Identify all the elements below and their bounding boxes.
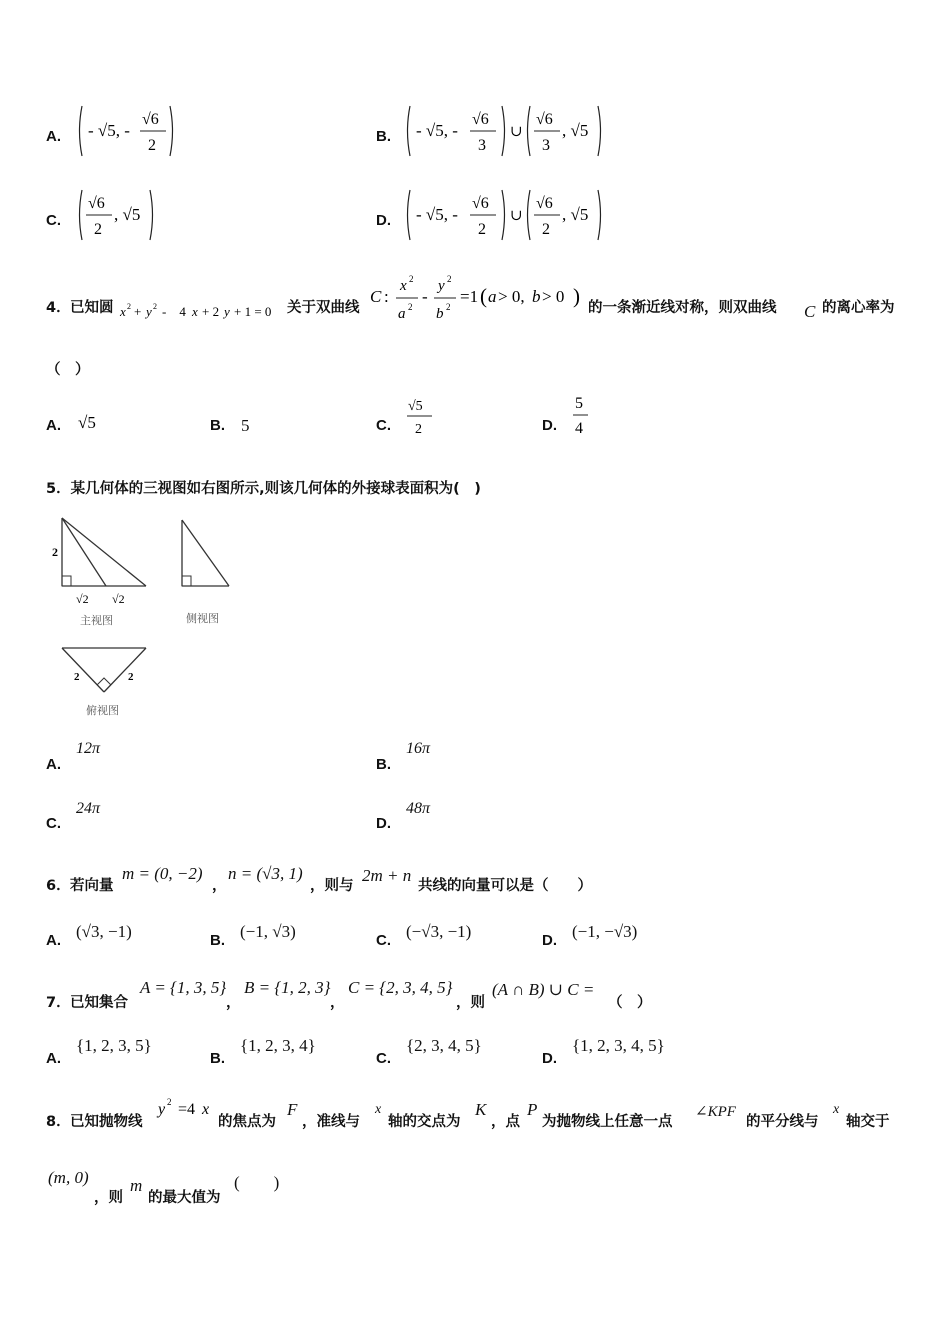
svg-text:y: y bbox=[146, 304, 152, 319]
q8-text-4: 轴的交点为 bbox=[388, 1114, 461, 1130]
svg-text:- √5, -: - √5, - bbox=[416, 205, 458, 224]
q7-set-b: B = {1, 2, 3} bbox=[244, 978, 331, 997]
top-left-edge-label: 2 bbox=[74, 671, 80, 683]
svg-text:x: x bbox=[400, 278, 407, 294]
q8-text-9: ，则 bbox=[94, 1190, 123, 1206]
q4-var-c: C bbox=[804, 302, 816, 321]
q7-option-b-label: B. bbox=[210, 1050, 225, 1067]
q8-text-1: 已知抛物线 bbox=[70, 1114, 143, 1130]
q7-option-d-expr: {1, 2, 3, 4, 5} bbox=[572, 1036, 665, 1055]
q8-number: 8． bbox=[46, 1114, 71, 1130]
q8-text-5: ，点 bbox=[491, 1114, 520, 1130]
svg-text:2: 2 bbox=[447, 274, 452, 284]
q5-option-c-label: C. bbox=[46, 815, 61, 832]
q4-option-b-expr: 5 bbox=[241, 416, 250, 435]
q6-vector-n: n = (√3, 1) bbox=[228, 864, 303, 883]
q7-set-c: C = {2, 3, 4, 5} bbox=[348, 978, 453, 997]
svg-text:y: y bbox=[224, 304, 230, 319]
svg-text:- √5, -: - √5, - bbox=[88, 121, 130, 140]
q8-point-k: K bbox=[475, 1100, 487, 1119]
svg-text:- 4: - 4 bbox=[162, 304, 186, 319]
svg-text:2: 2 bbox=[415, 422, 422, 437]
svg-text:√5: √5 bbox=[78, 413, 96, 432]
q7-text-1: 已知集合 bbox=[70, 995, 128, 1011]
q5-option-d-label: D. bbox=[376, 815, 391, 832]
q6-option-c-label: C. bbox=[376, 932, 391, 949]
top-view-caption: 俯视图 bbox=[86, 704, 119, 717]
top-right-edge-label: 2 bbox=[128, 671, 134, 683]
q5-option-b-expr: 16π bbox=[406, 740, 431, 757]
top-view bbox=[62, 648, 146, 692]
q6-option-d-expr: (−1, −√3) bbox=[572, 922, 638, 941]
svg-text:2: 2 bbox=[127, 302, 131, 311]
svg-text:2: 2 bbox=[542, 221, 550, 238]
q4-option-a-expr bbox=[76, 408, 106, 434]
q6-option-a-expr: (√3, −1) bbox=[76, 922, 132, 941]
q7-option-c-expr: {2, 3, 4, 5} bbox=[406, 1036, 482, 1055]
svg-text:, √5: , √5 bbox=[562, 121, 589, 140]
svg-text:, √5: , √5 bbox=[562, 205, 589, 224]
svg-text:2: 2 bbox=[148, 137, 156, 154]
svg-text:> 0: > 0 bbox=[542, 287, 565, 306]
q8-point-p: P bbox=[527, 1100, 538, 1119]
svg-text:C: C bbox=[370, 287, 382, 306]
q8-text-7: 的平分线与 bbox=[746, 1114, 819, 1130]
q4-option-d-label: D. bbox=[542, 417, 557, 434]
q4-answer-paren: （ ） bbox=[46, 362, 90, 378]
svg-text:√6: √6 bbox=[472, 111, 489, 128]
q8-x-axis-2: x bbox=[833, 1102, 840, 1117]
svg-text:∪: ∪ bbox=[510, 208, 523, 224]
q6-option-c-expr: (−√3, −1) bbox=[406, 922, 472, 941]
q8-answer-paren: ( ) bbox=[234, 1173, 280, 1192]
front-base-right-label: √2 bbox=[112, 592, 125, 606]
svg-text:√6: √6 bbox=[536, 195, 553, 212]
q5-option-a-label: A. bbox=[46, 756, 61, 773]
svg-text:): ) bbox=[573, 284, 580, 308]
q6-text-3: 共线的向量可以是（ ） bbox=[418, 878, 592, 894]
q3-option-d-expr bbox=[404, 184, 614, 246]
svg-text::: : bbox=[384, 287, 389, 306]
q6-option-d-label: D. bbox=[542, 932, 557, 949]
q4-text-1: 已知圆 bbox=[70, 300, 114, 316]
svg-text:3: 3 bbox=[542, 137, 550, 154]
q3-option-c-label: C. bbox=[46, 212, 61, 229]
q3-option-d-label: D. bbox=[376, 212, 391, 229]
svg-text:+ 1 = 0: + 1 = 0 bbox=[234, 304, 272, 319]
q8-focus-f: F bbox=[287, 1100, 298, 1119]
side-view bbox=[182, 520, 229, 586]
q3-option-b-label: B. bbox=[376, 128, 391, 145]
svg-text:2: 2 bbox=[94, 221, 102, 238]
svg-text:+ 2: + 2 bbox=[202, 304, 220, 319]
q4-text-4: 的离心率为 bbox=[822, 300, 895, 316]
svg-text:4: 4 bbox=[575, 420, 583, 437]
q4-option-a-label: A. bbox=[46, 417, 61, 434]
svg-text:(: ( bbox=[480, 284, 487, 308]
svg-text:-: - bbox=[422, 287, 428, 306]
q5-three-view-figure bbox=[40, 508, 250, 730]
q7-option-b-expr: {1, 2, 3, 4} bbox=[240, 1036, 316, 1055]
q8-text-2: 的焦点为 bbox=[218, 1114, 276, 1130]
q7-answer-paren: （ ） bbox=[608, 995, 652, 1011]
q8-text-6: 为抛物线上任意一点 bbox=[542, 1114, 673, 1130]
q4-circle-equation bbox=[118, 300, 286, 324]
svg-text:2: 2 bbox=[446, 302, 451, 312]
side-view-caption: 侧视图 bbox=[186, 612, 219, 625]
q5-option-c-expr: 24π bbox=[76, 800, 101, 817]
q6-option-b-expr: (−1, √3) bbox=[240, 922, 296, 941]
svg-text:2: 2 bbox=[167, 1097, 172, 1107]
q4-option-c-expr bbox=[404, 392, 438, 440]
q5-option-d-expr: 48π bbox=[406, 800, 431, 817]
svg-text:√6: √6 bbox=[142, 111, 159, 128]
svg-text:a: a bbox=[398, 306, 406, 322]
q8-text-10: 的最大值为 bbox=[148, 1190, 221, 1206]
q7-comma-2: ， bbox=[330, 995, 345, 1011]
q3-option-b-expr bbox=[404, 100, 614, 162]
q7-set-a: A = {1, 3, 5} bbox=[140, 978, 227, 997]
svg-text:> 0,: > 0, bbox=[498, 287, 525, 306]
front-height-label: 2 bbox=[52, 545, 58, 559]
svg-text:2: 2 bbox=[153, 302, 157, 311]
q7-expression: (A ∩ B) ∪ C = bbox=[492, 980, 595, 999]
svg-text:=4: =4 bbox=[178, 1101, 196, 1118]
q7-option-a-label: A. bbox=[46, 1050, 61, 1067]
q6-option-b-label: B. bbox=[210, 932, 225, 949]
q6-option-a-label: A. bbox=[46, 932, 61, 949]
svg-text:y: y bbox=[158, 1101, 166, 1118]
svg-text:3: 3 bbox=[478, 137, 486, 154]
svg-text:b: b bbox=[436, 306, 444, 322]
q8-var-m: m bbox=[130, 1176, 143, 1195]
q6-text-2: ，则与 bbox=[310, 878, 354, 894]
q8-point-m0: (m, 0) bbox=[48, 1168, 89, 1187]
q4-hyperbola-equation bbox=[368, 270, 586, 330]
svg-text:2: 2 bbox=[408, 302, 413, 312]
svg-text:5: 5 bbox=[575, 395, 583, 412]
q4-option-d-expr bbox=[570, 390, 594, 440]
q8-parabola-equation bbox=[156, 1096, 218, 1122]
svg-text:y: y bbox=[438, 278, 445, 294]
svg-text:+: + bbox=[134, 304, 142, 319]
q6-expression: 2m + n bbox=[362, 866, 412, 885]
q5-option-b-label: B. bbox=[376, 756, 391, 773]
q8-text-3: ，准线与 bbox=[302, 1114, 360, 1130]
q7-option-d-label: D. bbox=[542, 1050, 557, 1067]
svg-text:2: 2 bbox=[409, 274, 414, 284]
svg-text:√5: √5 bbox=[408, 399, 423, 414]
q6-comma: ， bbox=[212, 878, 227, 894]
q5-stem: 5．某几何体的三视图如右图所示,则该几何体的外接球表面积为( ) bbox=[46, 481, 481, 497]
svg-text:, √5: , √5 bbox=[114, 205, 141, 224]
svg-text:a: a bbox=[488, 287, 497, 306]
svg-text:b: b bbox=[532, 287, 541, 306]
q6-number: 6． bbox=[46, 878, 71, 894]
q3-option-a-expr bbox=[74, 100, 184, 162]
q4-text-2: 关于双曲线 bbox=[287, 300, 360, 316]
q8-angle-kpf: ∠KPF bbox=[695, 1104, 736, 1120]
q4-number: 4． bbox=[46, 300, 71, 316]
front-view bbox=[62, 518, 146, 586]
q5-option-a-expr: 12π bbox=[76, 740, 101, 757]
q8-x-axis-1: x bbox=[375, 1102, 382, 1117]
svg-text:x: x bbox=[202, 1101, 210, 1118]
q4-option-c-label: C. bbox=[376, 417, 391, 434]
svg-text:x: x bbox=[192, 304, 198, 319]
svg-text:2: 2 bbox=[478, 221, 486, 238]
svg-text:∪: ∪ bbox=[510, 124, 523, 140]
q8-text-8: 轴交于 bbox=[846, 1114, 890, 1130]
svg-text:=1: =1 bbox=[460, 287, 479, 306]
q7-option-c-label: C. bbox=[376, 1050, 391, 1067]
q6-text-1: 若向量 bbox=[70, 878, 114, 894]
q4-option-b-label: B. bbox=[210, 417, 225, 434]
q3-option-c-expr bbox=[74, 184, 164, 246]
front-base-left-label: √2 bbox=[76, 592, 89, 606]
q6-vector-m: m = (0, −2) bbox=[122, 864, 203, 883]
svg-text:√6: √6 bbox=[472, 195, 489, 212]
front-view-caption: 主视图 bbox=[80, 614, 113, 627]
svg-text:- √5, -: - √5, - bbox=[416, 121, 458, 140]
svg-text:√6: √6 bbox=[88, 195, 105, 212]
svg-text:√6: √6 bbox=[536, 111, 553, 128]
q7-text-2: ，则 bbox=[456, 995, 485, 1011]
svg-text:x: x bbox=[120, 304, 126, 319]
q7-comma-1: ， bbox=[226, 995, 241, 1011]
q7-number: 7． bbox=[46, 995, 71, 1011]
q7-option-a-expr: {1, 2, 3, 5} bbox=[76, 1036, 152, 1055]
q4-text-3: 的一条渐近线对称，则双曲线 bbox=[588, 300, 777, 316]
q3-option-a-label: A. bbox=[46, 128, 61, 145]
